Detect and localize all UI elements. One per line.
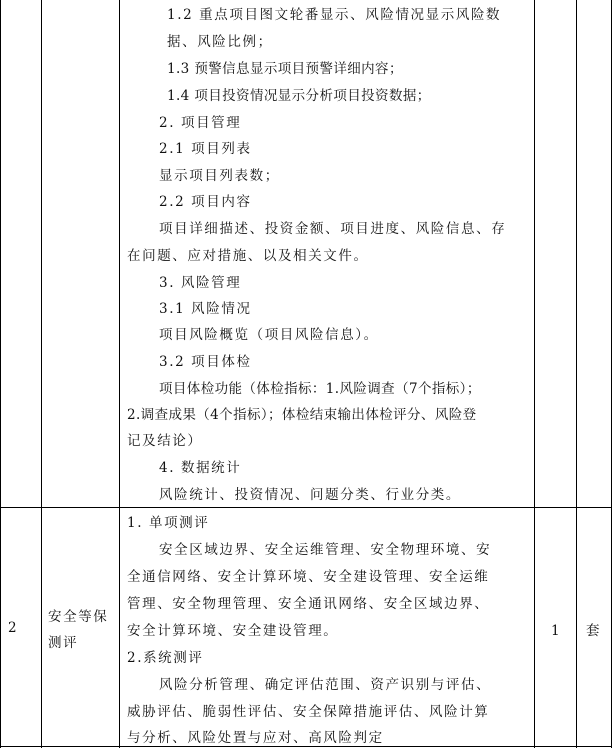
table-border-left <box>0 0 1 748</box>
row-divider <box>0 507 612 508</box>
content-line: 1.2 重点项目图文轮番显示、风险情况显示风险数 <box>167 7 502 23</box>
content-line: 显示项目列表数； <box>159 168 280 184</box>
content-line: 风险分析管理、确定评估范围、资产识别与评估、 <box>159 677 492 693</box>
item-name: 测评 <box>48 635 79 651</box>
subsection-heading: 3.2 项目体检 <box>159 354 252 370</box>
column-divider-4 <box>576 0 577 748</box>
content-line: 项目体检功能（体检指标：1.风险调查（7个指标）； <box>159 381 481 397</box>
content-line: 记及结论） <box>127 433 203 449</box>
content-line: 安全区域边界、安全运维管理、安全物理环境、安 <box>159 542 492 558</box>
subsection-heading: 2.2 项目内容 <box>159 194 252 210</box>
content-line: 据、风险比例； <box>167 34 273 50</box>
section-heading: 1. 单项测评 <box>127 515 210 531</box>
content-line: 1.3 预警信息显示项目预警详细内容； <box>167 61 403 77</box>
section-heading: 2. 项目管理 <box>159 115 242 131</box>
column-divider-1 <box>41 0 42 748</box>
subsection-heading: 3.1 风险情况 <box>159 301 252 317</box>
section-heading: 4. 数据统计 <box>159 460 242 476</box>
content-line: 管理、安全物理管理、安全通讯网络、安全区域边界、 <box>127 596 490 612</box>
content-line: 2.调查成果（4个指标）；体检结束输出体检评分、风险登 <box>127 407 477 423</box>
content-line: 1.4 项目投资情况显示分析项目投资数据； <box>167 88 431 104</box>
item-name: 安全等保 <box>48 609 109 625</box>
row-index: 2 <box>8 620 17 636</box>
section-heading: 2.系统测评 <box>127 650 204 666</box>
quantity-cell: 1 <box>551 623 560 639</box>
unit-cell: 套 <box>586 623 602 639</box>
content-line: 全通信网络、安全计算环境、安全建设管理、安全运维 <box>127 569 490 585</box>
content-line: 安全计算环境、安全建设管理。 <box>127 623 339 639</box>
content-line: 与分析、风险处置与应对、高风险判定 <box>127 730 384 746</box>
content-line: 在问题、应对措施、以及相关文件。 <box>127 248 369 264</box>
section-heading: 3. 风险管理 <box>159 275 242 291</box>
content-line: 威胁评估、脆弱性评估、安全保障措施评估、风险计算 <box>127 704 490 720</box>
content-line: 风险统计、投资情况、问题分类、行业分类。 <box>159 487 461 503</box>
content-line: 项目详细描述、投资金额、项目进度、风险信息、存 <box>159 221 507 237</box>
column-divider-2 <box>119 0 120 748</box>
content-line: 项目风险概览（项目风险信息）。 <box>159 327 379 343</box>
column-divider-3 <box>534 0 535 748</box>
subsection-heading: 2.1 项目列表 <box>159 141 252 157</box>
